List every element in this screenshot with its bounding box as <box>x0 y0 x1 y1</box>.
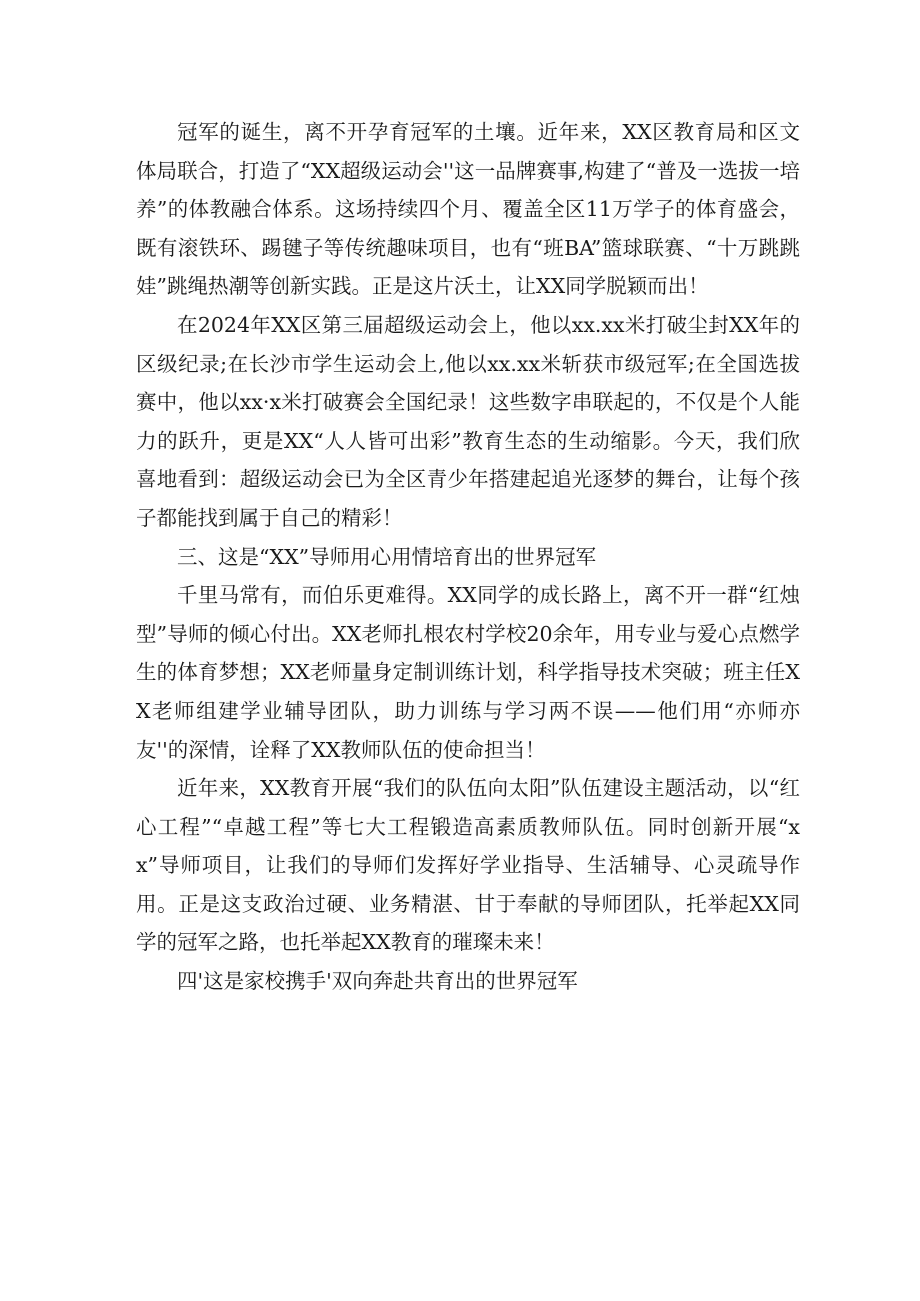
document-body <box>136 113 800 1001</box>
paragraph-soil: 冠军的诞生，离不开孕育冠军的土壤。近年来，XX区教育局和区文体局联合，打造了“XX超级运动会''这一品牌赛事,构建了“普及一选拔一培养”的体教融合体系。这场持续四个月、覆盖全区11万学子的体育盛会，既有滚铁环、踢毽子等传统趣味项目，也有“班BA”篮球联赛、“十万跳跳娃”跳绳热潮等创新实践。正是这片沃土，让XX同学脱颖而出！ <box>136 120 800 299</box>
section-heading-four: 四'这是家校携手'双向奔赴共育出的世界冠军 <box>177 969 578 994</box>
paragraph-mentors: 千里马常有，而伯乐更难得。XX同学的成长路上，离不开一群“红烛型”导师的倾心付出。XX老师扎根农村学校20余年，用专业与爱心点燃学生的体育梦想；XX老师量身定制训练计划，科学指导技术突破；班主任XX老师组建学业辅导团队，助力训练与学习两不误——他们用“亦师亦友''的深情，诠释了XX教师队伍的使命担当！ <box>136 583 800 762</box>
paragraph-records: 在2024年XX区第三届超级运动会上，他以xx.xx米打破尘封XX年的区级纪录;在长沙市学生运动会上,他以xx.xx米斩获市级冠军;在全国选拔赛中，他以xx·x米打破赛会全国纪录！这些数字串联起的，不仅是个人能力的跃升，更是XX“人人皆可出彩”教育生态的生动缩影。今天，我们欣喜地看到：超级运动会已为全区青少年搭建起追光逐梦的舞台，让每个孩子都能找到属于自己的精彩！ <box>136 312 800 530</box>
paragraph-teacher-team: 近年来，XX教育开展“我们的队伍向太阳”队伍建设主题活动，以“红心工程”“卓越工程”等七大工程锻造高素质教师队伍。同时创新开展“xx”导师项目，让我们的导师们发挥好学业指导、生活辅导、心灵疏导作用。正是这支政治过硬、业务精湛、甘于奉献的导师团队，托举起XX同学的冠军之路，也托举起XX教育的璀璨未来！ <box>136 776 800 955</box>
section-heading-three: 三、这是“XX”导师用心用情培育出的世界冠军 <box>177 544 597 569</box>
